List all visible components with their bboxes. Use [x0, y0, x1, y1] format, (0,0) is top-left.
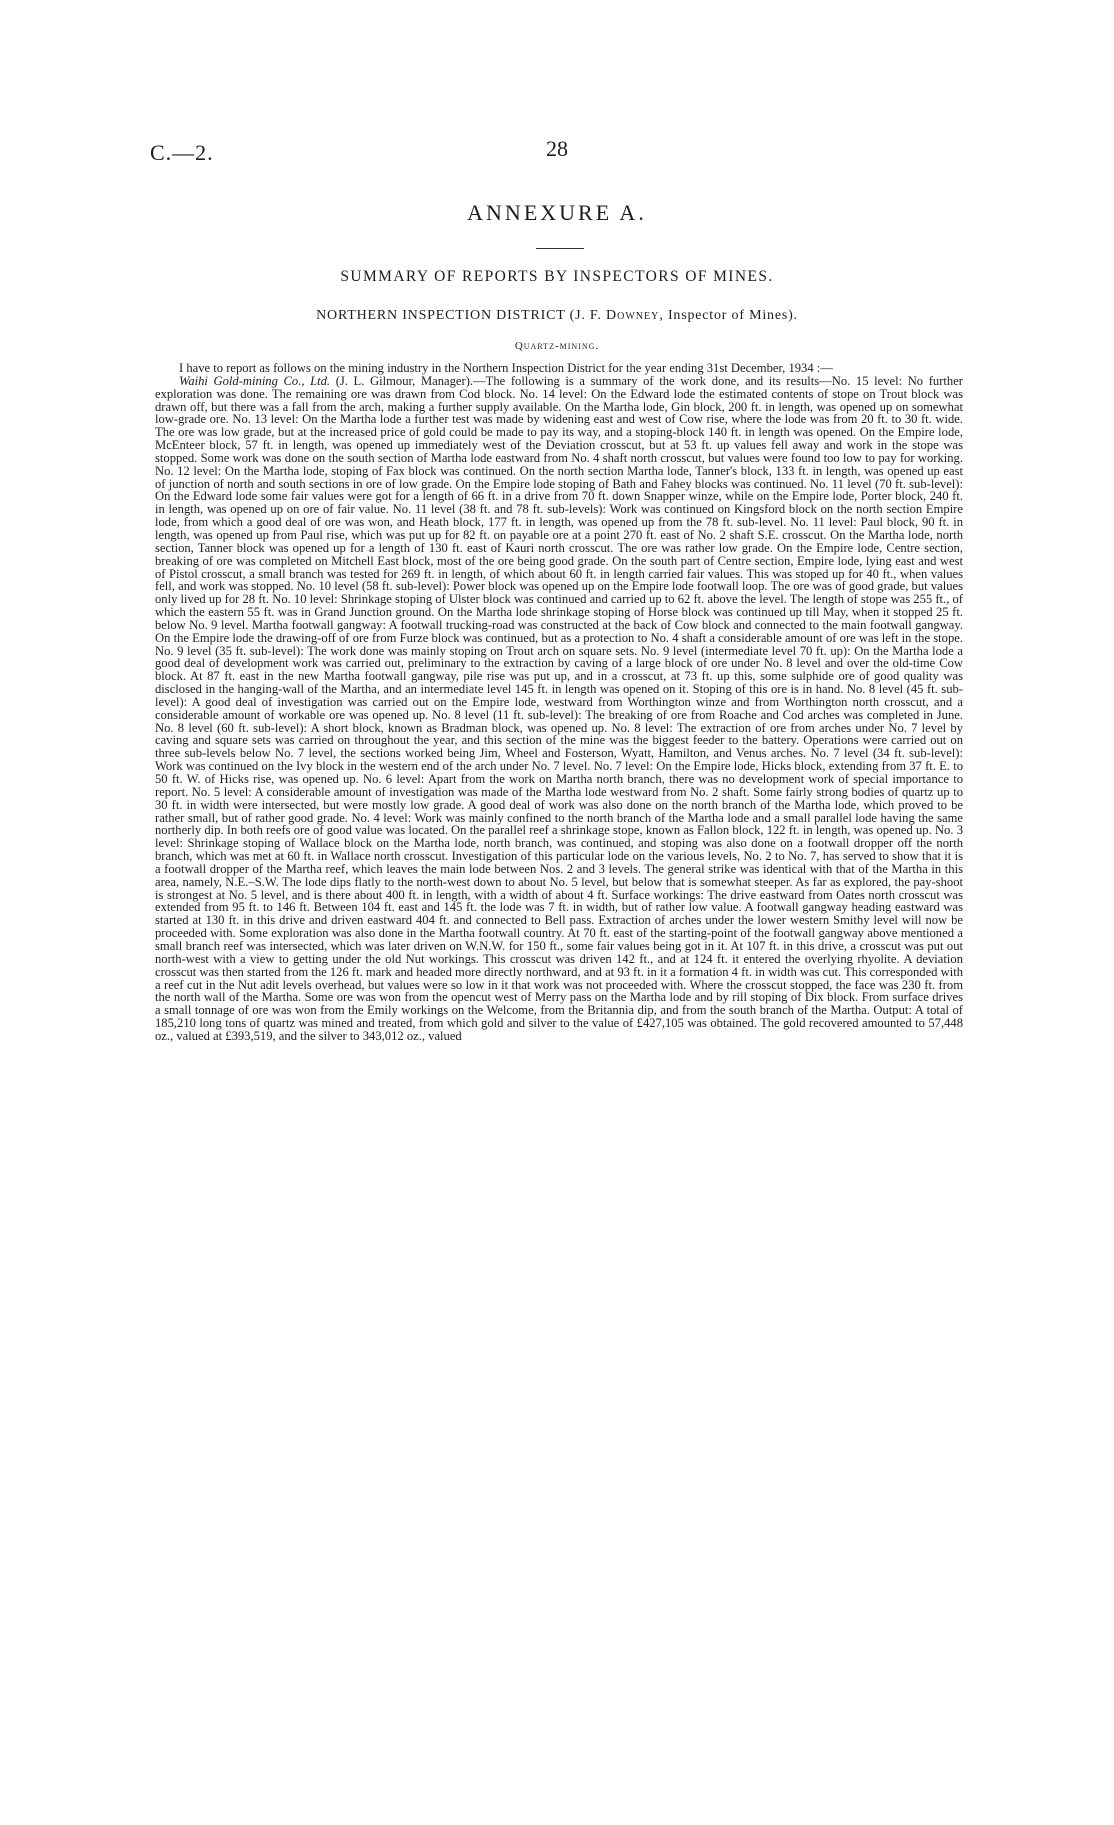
page-number: 28: [546, 136, 568, 161]
company-report-paragraph: [155, 375, 963, 1043]
intro-paragraph: I have to report as follows on the mining industry in the Northern Inspection District for the year ending 31st December, 1934 :—: [179, 361, 833, 375]
section-heading: Quartz-mining.: [514, 340, 600, 352]
summary-heading: SUMMARY OF REPORTS BY INSPECTORS OF MINES.: [340, 268, 774, 285]
company-name: Waihi Gold-mining Co., Ltd.: [179, 373, 331, 388]
title-rule: [536, 248, 584, 249]
inspector-name: Downey: [606, 308, 660, 323]
company-report-text: (J. L. Gilmour, Manager).—The following is a summary of the work done, and its results—No. 15 level: No further exploration was done. The remaining ore was drawn from Cod block. No. 14 level: On the Edward lode the estimated contents of stope on Trout block was drawn off, but there was a fall from the arch, making a further supply available. On the Martha lode, Gin block, 200 ft. in length, was opened up on somewhat low-grade ore. No. 13 level: On the Martha lode a further test was made by widening east and west of Cow rise, where the lode was from 20 ft. to 30 ft. wide. The ore was low grade, but at the increased price of gold could be made to pay its way, and a stoping-block 140 ft. in length was opened. On the Empire lode, McEnteer block, 57 ft. in length, was opened up immediately west of the Deviation crosscut, but at 53 ft. up values fell away and work in the stope was stopped. Some work was done on the south section of Martha lode eastward from No. 4 shaft north crosscut, but values were found too low to pay for working. No. 12 level: On the Martha lode, stoping of Fax block was continued. On the north section Martha lode, Tanner's block, 133 ft. in length, was opened up east of junction of north and south sections in ore of low grade. On the Empire lode stoping of Bath and Fahey blocks was continued. No. 11 level (70 ft. sub-level): On the Edward lode some fair values were got for a length of 66 ft. in a drive from 70 ft. down Snapper winze, while on the Empire lode, Porter block, 240 ft. in length, was opened up on ore of fair value. No. 11 level (38 ft. and 78 ft. sub-levels): Work was continued on Kingsford block on the north section Empire lode, from which a good deal of ore was won, and Heath block, 177 ft. in length, was opened up from the 78 ft. sub-level. No. 11 level: Paul block, 90 ft. in length, was opened up from Paul rise, which was put up for 82 ft. on payable ore at a point 270 ft. east of No. 2 shaft S.E. crosscut. On the Martha lode, north section, Tanner block was opened up for a length of 130 ft. east of Kauri north crosscut. The ore was rather low grade. On the Empire lode, Centre section, breaking of ore was completed on Mitchell East block, most of the ore being good grade. On the south part of Centre section, Empire lode, lying east and west of Pistol crosscut, a small branch was tested for 269 ft. in length, of which about 60 ft. in length carried fair values. This was stoped up for 40 ft., when values fell, and work was stopped. No. 10 level (58 ft. sub-level): Power block was opened up on the Empire lode footwall loop. The ore was of good grade, but values only lived up for 28 ft. No. 10 level: Shrinkage stoping of Ulster block was continued and carried up to 62 ft. above the level. The length of stope was 255 ft., of which the eastern 55 ft. was in Grand Junction ground. On the Martha lode shrinkage stoping of Horse block was continued up till May, when it stopped 25 ft. below No. 9 level. Martha footwall gangway: A footwall trucking-road was constructed at the back of Cow block and connected to the main footwall gangway. On the Empire lode the drawing-off of ore from Furze block was continued, but as a protection to No. 4 shaft a considerable amount of ore was left in the stope. No. 9 level (35 ft. sub-level): The work done was mainly stoping on Trout arch on square sets. No. 9 level (intermediate level 70 ft. up): On the Martha lode a good deal of development work was carried out, preliminary to the extraction by caving of a large block of ore under No. 8 level and over the old-time Cow block. At 87 ft. east in the new Martha footwall gangway, pile rise was put up, and in a crosscut, at 73 ft. up this, some sulphide ore of good quality was disclosed in the hanging-wall of the Martha, and an intermediate level 145 ft. in length was opened on it. Stoping of this ore is in hand. No. 8 level (45 ft. sub-level): A good deal of investigation was carried out on the Empire lode, westward from Worthington winze and from Worthington north crosscut, and a considerable amount of workable ore was opened up. No. 8 level (11 ft. sub-level): The breaking of ore from Roache and Cod arches was completed in June. No. 8 level (60 ft. sub-level): A short block, known as Bradman block, was opened up. No. 8 level: The extraction of ore from arches under No. 7 level by caving and square sets was carried on throughout the year, and this section of the mine was the biggest feeder to the battery. Operations were carried out on three sub-levels below No. 7 level, the sections worked being Jim, Wheel and Fosterson, Wyatt, Hamilton, and Venus arches. No. 7 level (34 ft. sub-level): Work was continued on the Ivy block in the western end of the arch under No. 7 level. No. 7 level: On the Empire lode, Hicks block, extending from 37 ft. E. to 50 ft. W. of Hicks rise, was opened up. No. 6 level: Apart from the work on Martha north branch, there was no development work of special importance to report. No. 5 level: A considerable amount of investigation was made of the Martha lode westward from No. 2 shaft. Some fairly strong bodies of quartz up to 30 ft. in width were intersected, but were mostly low grade. A good deal of work was also done on the north branch of the Martha lode, which proved to be rather small, but of rather good grade. No. 4 level: Work was mainly confined to the north branch of the Martha lode and a small parallel lode having the same northerly dip. In both reefs ore of good value was located. On the parallel reef a shrinkage stope, known as Fallon block, 122 ft. in length, was opened up. No. 3 level: Shrinkage stoping of Wallace block on the Martha lode, north branch, was continued, and stoping was also done on a footwall dropper off the north branch, which was met at 60 ft. in Wallace north crosscut. Investigation of this particular lode on the various levels, No. 2 to No. 7, has served to show that it is a footwall dropper of the Martha reef, which leaves the main lode between Nos. 2 and 3 levels. The general strike was identical with that of the Martha in this area, namely, N.E.–S.W. The lode dips flatly to the north-west down to about No. 5 level, but below that is somewhat steeper. As far as explored, the pay-shoot is strongest at No. 5 level, and is there about 400 ft. in length, with a width of about 4 ft. Surface workings: The drive eastward from Oates north crosscut was extended from 95 ft. to 146 ft. Between 104 ft. east and 145 ft. the lode was 7 ft. in width, but of rather low value. A footwall gangway heading eastward was started at 130 ft. in this drive and driven eastward 404 ft. and connected to Bell pass. Extraction of arches under the lower western Smithy level will now be proceeded with. Some exploration was also done in the Martha footwall country. At 70 ft. east of the starting-point of the footwall gangway above mentioned a small branch reef was intersected, which was later driven on W.N.W. for 150 ft., some fair values being got in it. At 107 ft. in this drive, a crosscut was put out north-west with a view to getting under the old Nut workings. This crosscut was driven 142 ft., and at 124 ft. it entered the overlying rhyolite. A deviation crosscut was then started from the 126 ft. mark and headed more directly northward, and at 93 ft. in it a formation 4 ft. in width was cut. This corresponded with a reef cut in the Nut adit levels overhead, but values were so low in it that work was not proceeded with. Where the crosscut stopped, the face was 230 ft. from the north wall of the Martha. Some ore was won from the opencut west of Merry pass on the Martha lode and by rill stoping of Dix block. From surface drives a small tonnage of ore was won from the Emily workings on the Welcome, from the Britannia dip, and from the south branch of the Martha. Output: A total of 185,210 long tons of quartz was mined and treated, from which gold and silver to the value of £427,105 was obtained. The gold recovered amounted to 57,448 oz., valued at £393,519, and the silver to 343,012 oz., valued: [155, 373, 964, 1043]
annexure-title: ANNEXURE A.: [467, 200, 647, 225]
report-body: [155, 362, 963, 1812]
inspector-role: , Inspector of Mines).: [659, 308, 798, 323]
district-name: NORTHERN INSPECTION DISTRICT (J. F.: [316, 308, 602, 323]
district-heading: [0, 308, 1114, 324]
document-reference: C.—2.: [150, 140, 214, 165]
